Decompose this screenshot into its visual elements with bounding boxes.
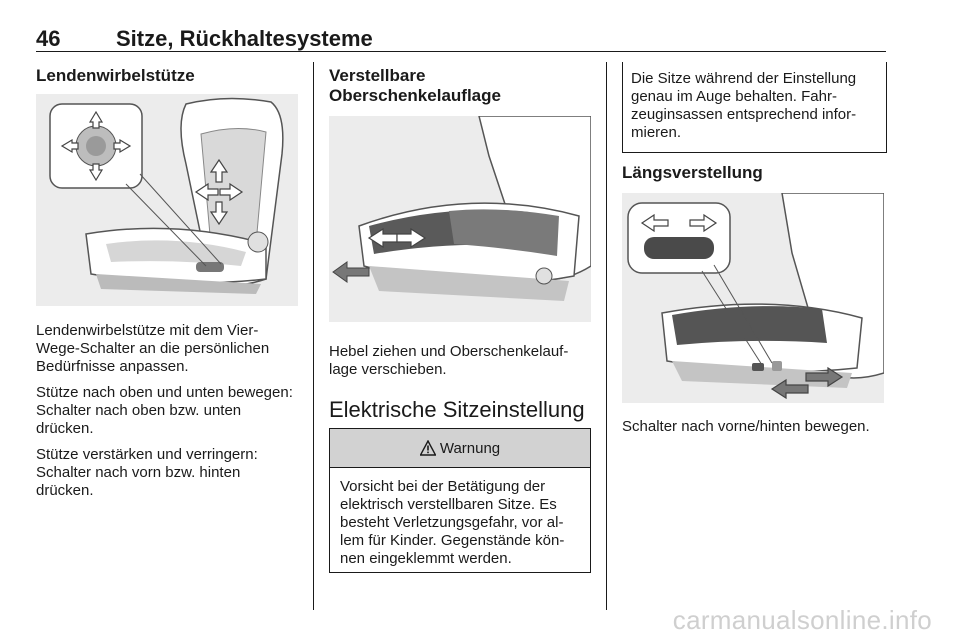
longitudinal-adjustment-text: Schalter nach vorne/hinten bewegen. <box>622 418 870 435</box>
chapter-title: Sitze, Rückhaltesysteme <box>116 26 373 51</box>
watermark: carmanualsonline.info <box>672 605 932 635</box>
warning-text: Vorsicht bei der Betätigung der elektrisch verstellbaren Sitze. Es besteht Verletzungsgefahr, vor allem für Kinder. Gegenstände können eingeklemmt werden. <box>340 478 565 567</box>
lumbar-support-illustration <box>36 94 298 306</box>
paragraph: Stütze verstärken und verringern: Schalter nach vorn bzw. hinten drücken. <box>36 446 258 499</box>
longitudinal-adjustment-illustration <box>622 193 884 403</box>
thigh-support-illustration <box>329 116 591 322</box>
heading-line: Verstellbare <box>329 66 426 85</box>
longitudinal-adjustment-heading: Längsverstellung <box>622 163 763 182</box>
paragraph: Stütze nach oben und unten bewegen: Schalter nach oben bzw. unten drücken. <box>36 384 293 437</box>
column-divider-1 <box>313 62 314 610</box>
heading-line: Oberschenkelauflage <box>329 86 501 105</box>
column-divider-2 <box>606 62 607 610</box>
note-box: Die Sitze während der Einstellung genau im Auge behalten. Fahrzeuginsassen entsprechend informieren. <box>622 62 887 153</box>
thigh-support-heading <box>329 66 501 106</box>
warning-box <box>329 428 591 573</box>
warning-header <box>330 428 590 468</box>
lumbar-support-text <box>36 322 298 508</box>
lumbar-support-heading: Lendenwirbelstütze <box>36 66 195 85</box>
warning-label: Warnung <box>439 439 501 457</box>
electric-seat-section-title: Elektrische Sitzeinstellung <box>329 397 585 422</box>
page-number: 46 <box>36 26 61 51</box>
warning-triangle-icon <box>420 440 436 456</box>
paragraph: Lendenwirbelstütze mit dem Vier-Wege-Schalter an die persönlichen Bedürfnisse anpassen. <box>36 322 270 375</box>
thigh-support-text: Hebel ziehen und Oberschenkelauflage verschieben. <box>329 343 569 378</box>
header-rule <box>36 51 886 52</box>
